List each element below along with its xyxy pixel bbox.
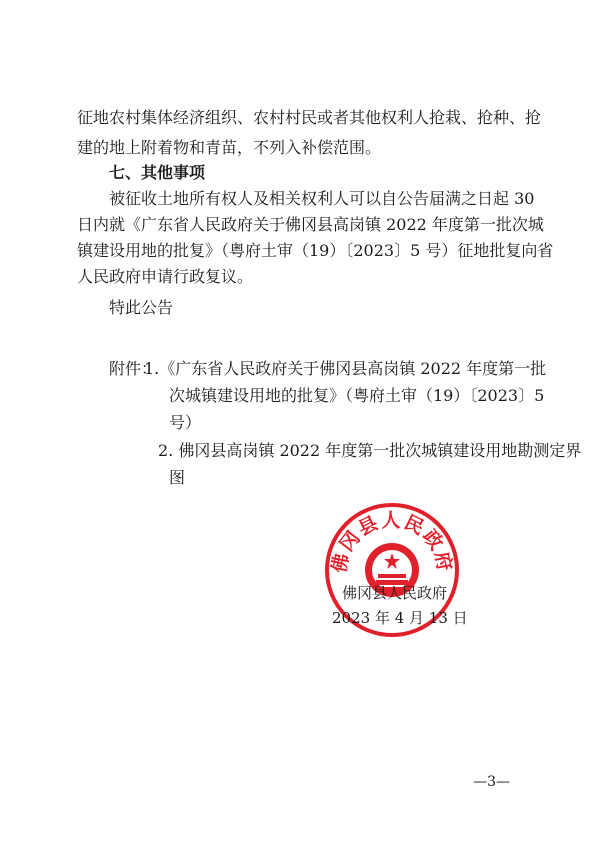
section-heading: 七、其他事项 — [109, 163, 206, 182]
body-line-4: 日内就《广东省人民政府关于佛冈县高岗镇 2022 年度第一批次城 — [77, 215, 544, 234]
issuer-name: 佛冈县人民政府 — [342, 584, 448, 602]
page-number: —3— — [473, 774, 510, 790]
body-line-6: 人民政府申请行政复议。 — [77, 267, 254, 286]
body-line-1: 征地农村集体经济组织、农村村民或者其他权利人抢栽、抢种、抢 — [77, 108, 542, 127]
seal-text: 佛冈县人民政府 — [328, 509, 456, 575]
attachment-1-line-2: 次城镇建设用地的批复》（粤府土审（19）〔2023〕5 — [169, 386, 545, 405]
attachment-2-line-2: 图 — [169, 468, 186, 487]
body-line-3: 被征收土地所有权人及相关权利人可以自公告届满之日起 30 — [109, 189, 535, 208]
body-line-2: 建的地上附着物和青苗，不列入补偿范围。 — [77, 138, 382, 157]
attachment-1-line-1: 1.《广东省人民政府关于佛冈县高岗镇 2022 年度第一批 — [144, 359, 547, 378]
body-line-5: 镇建设用地的批复》（粤府土审（19）〔2023〕5 号）征地批复向省 — [77, 241, 554, 260]
attachment-1-line-3: 号） — [169, 413, 202, 432]
attachment-2-line-1: 2. 佛冈县高岗镇 2022 年度第一批次城镇建设用地勘测定界 — [158, 441, 582, 460]
attachments-label: 附件： — [109, 359, 158, 378]
closing-phrase: 特此公告 — [109, 298, 174, 317]
issue-date: 2023 年 4 月 13 日 — [332, 609, 468, 627]
